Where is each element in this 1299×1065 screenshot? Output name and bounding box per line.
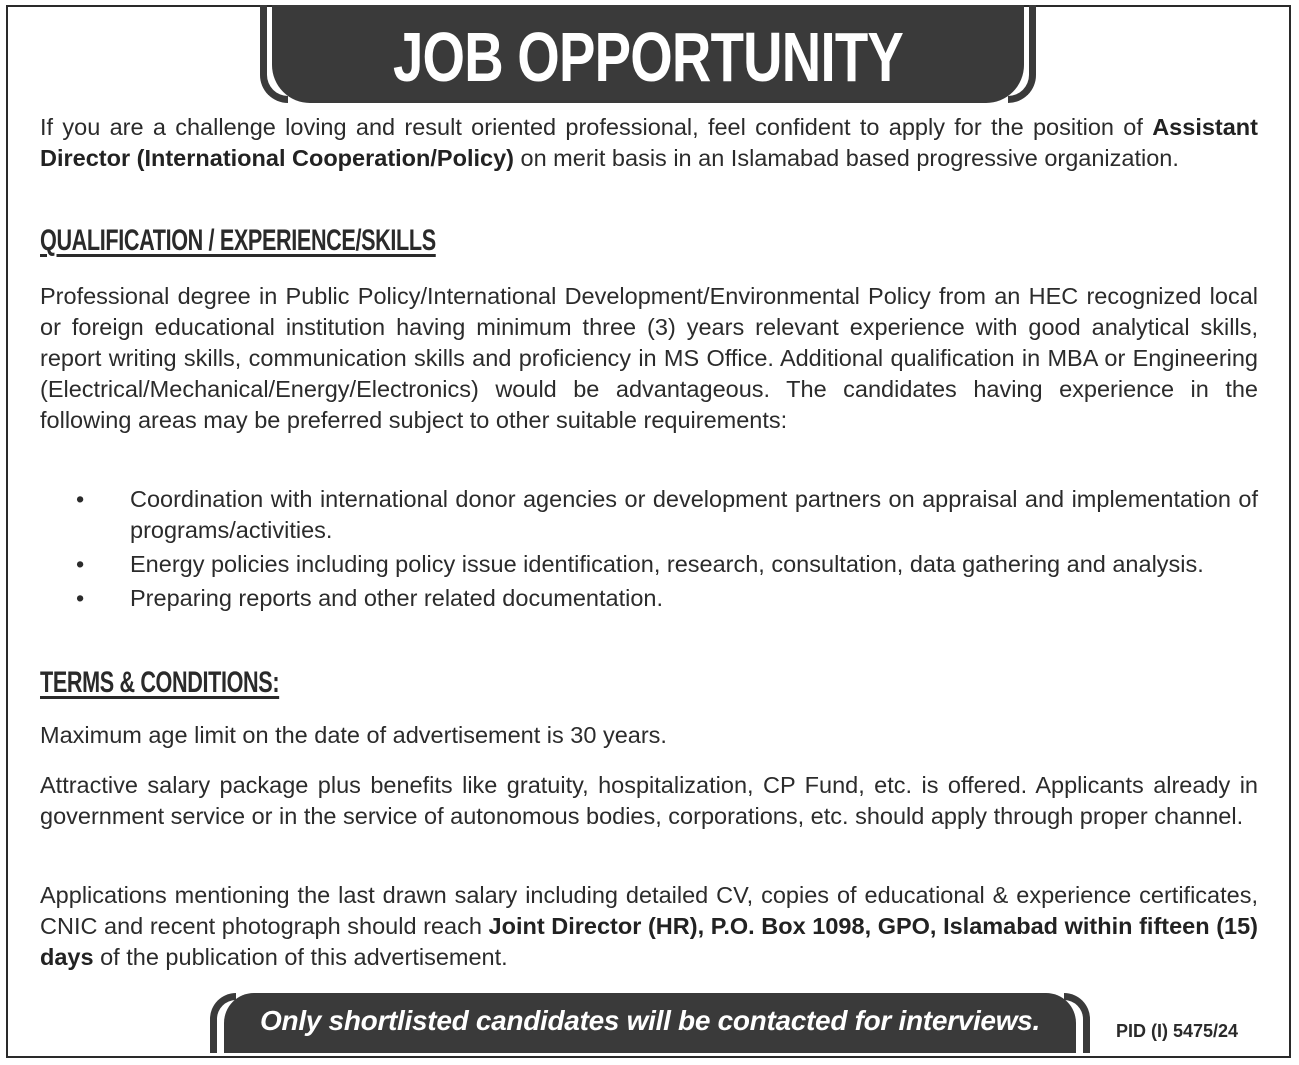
experience-list: [40, 484, 1258, 617]
list-item: [40, 484, 1258, 546]
list-item-text: Preparing reports and other related documentation.: [130, 585, 663, 611]
intro-text-start: If you are a challenge loving and result oriented professional, feel confident to apply for the position of: [40, 114, 1153, 140]
terms-heading: TERMS & CONDITIONS:: [40, 666, 280, 699]
position-title: Assistant Director (International Cooperation/Policy): [40, 114, 1258, 171]
list-item-text: Energy policies including policy issue identification, research, consultation, data gathering and analysis.: [130, 551, 1204, 577]
intro-text-end: on merit basis in an Islamabad based progressive organization.: [513, 145, 1179, 171]
list-item: [40, 583, 1258, 614]
footer-banner: [210, 993, 1090, 1053]
intro-paragraph: [40, 112, 1258, 174]
page-title: JOB OPPORTUNITY: [392, 18, 904, 96]
pid-number: PID (I) 5475/24: [1116, 1021, 1239, 1041]
salary-text: Attractive salary package plus benefits like gratuity, hospitalization, CP Fund, etc. is offered. Applicants already in government service or in the service of autonomous bodies, corporations, etc. should apply through proper channel.: [40, 772, 1258, 829]
application-text-start: Applications mentioning the last drawn salary including detailed CV, copies of educational & experience certificates, CNIC and recent photograph should reach: [40, 882, 1258, 939]
banner-right-bracket: [1008, 5, 1036, 103]
bullet-icon: •: [76, 551, 85, 577]
list-item: [40, 549, 1258, 580]
application-text-end: of the publication of this advertisement.: [93, 944, 508, 970]
age-limit-text: Maximum age limit on the date of advertisement is 30 years.: [40, 722, 667, 748]
application-address: Joint Director (HR), P.O. Box 1098, GPO, Islamabad within fifteen (15) days: [40, 913, 1258, 970]
bullet-icon: •: [76, 486, 85, 512]
bullet-icon: •: [76, 585, 85, 611]
qualification-heading: QUALIFICATION / EXPERIENCE/SKILLS: [40, 224, 436, 257]
shortlist-notice: Only shortlisted candidates will be contacted for interviews.: [260, 1005, 1040, 1036]
list-item-text: Coordination with international donor agencies or development partners on appraisal and implementation of programs/activities.: [130, 486, 1258, 543]
application-text: [40, 880, 1258, 973]
qualification-paragraph: Professional degree in Public Policy/International Development/Environmental Policy from an HEC recognized local or foreign educational institution having minimum three (3) years relevant experience with good analytical skills, report writing skills, communication skills and proficiency in MS Office. Additional qualification in MBA or Engineering (Electrical/Mechanical/Energy/Electronics) would be advantageous. The candidates having experience in the following areas may be preferred subject to other suitable requirements:: [40, 283, 1258, 433]
header-banner: [262, 5, 1034, 103]
